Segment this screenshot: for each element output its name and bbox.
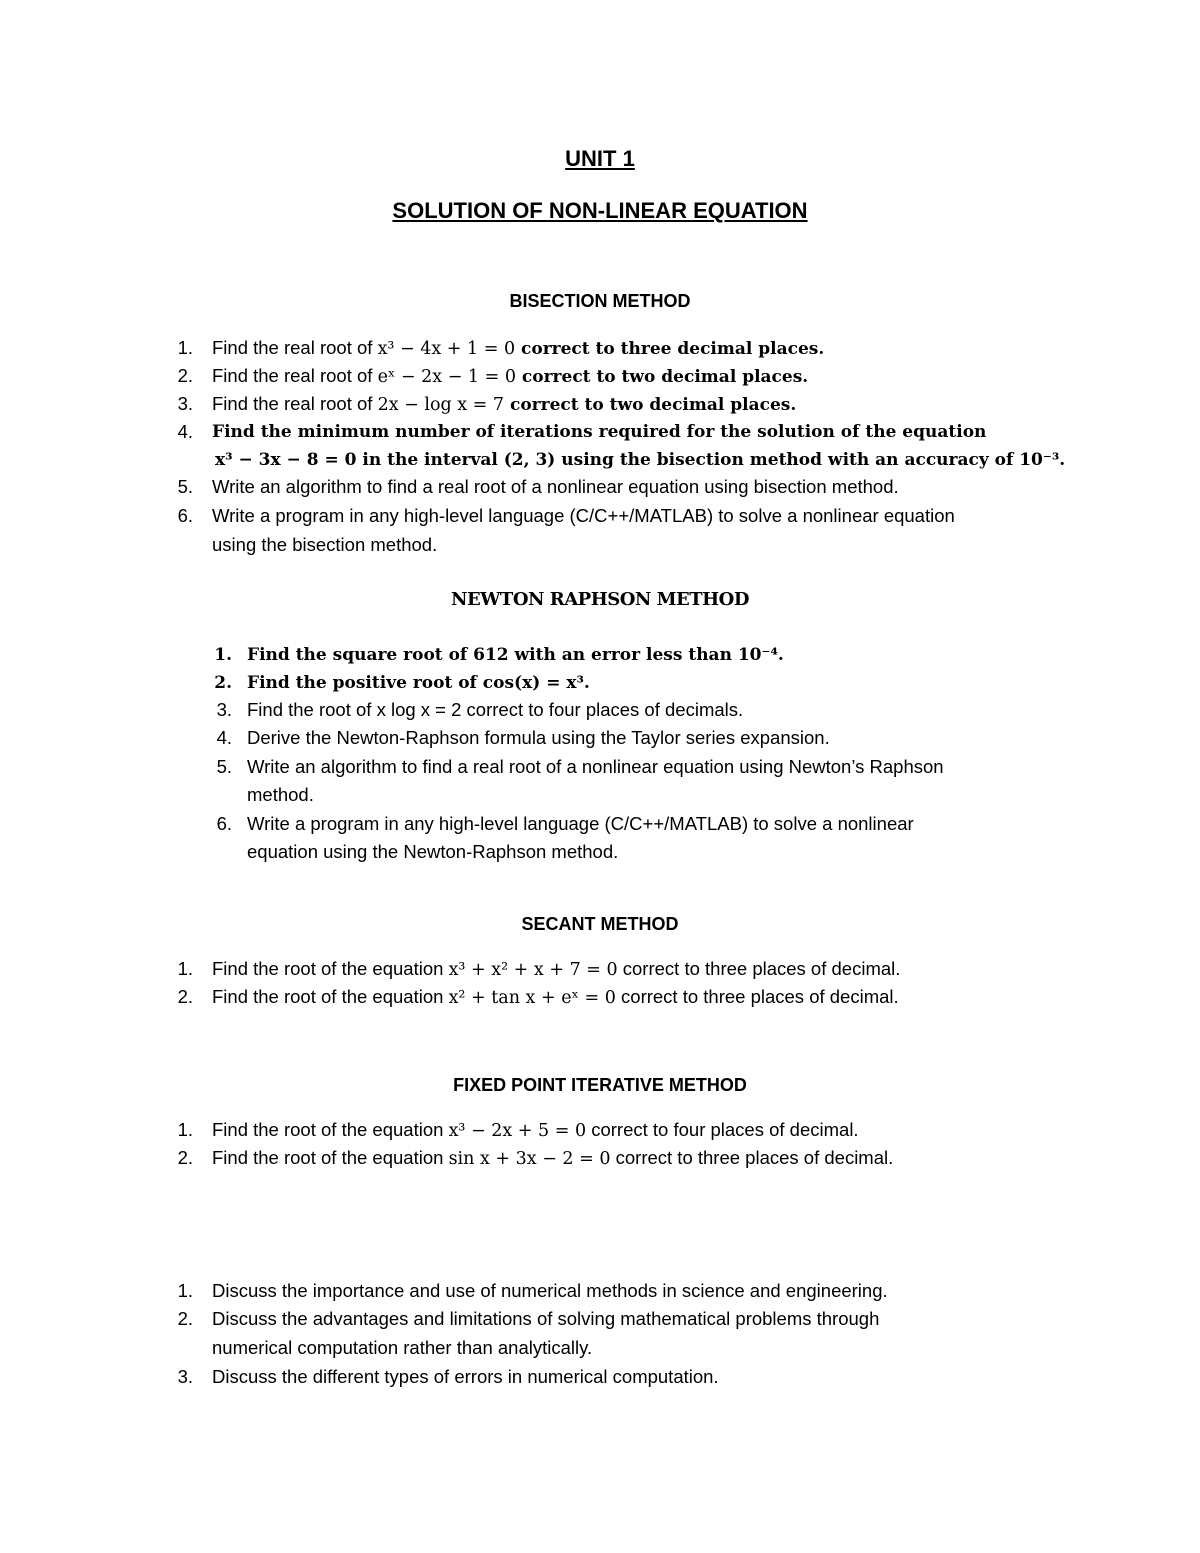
item-text: Find the root of the equation [212, 1119, 449, 1140]
item-number: 1. [177, 958, 193, 979]
item-number: 2. [214, 673, 232, 693]
fixed-point-heading: FIXED POINT ITERATIVE METHOD [453, 1075, 747, 1095]
item-text: x³ − 3x − 8 = 0 in the interval (2, 3) using the bisection method with an accuracy of 10⁻³. [215, 450, 1066, 470]
item-text: Find the real root of [212, 393, 378, 414]
item-text: equation using the Newton-Raphson method. [247, 841, 619, 862]
item-text: correct to three decimal places. [515, 339, 825, 359]
item-text: Discuss the importance and use of numerical methods in science and engineering. [212, 1280, 888, 1301]
main-title: SOLUTION OF NON-LINEAR EQUATION [392, 198, 808, 223]
item-number: 6. [216, 813, 232, 834]
item-text: Find the root of the equation [212, 958, 449, 979]
item-number: 4. [177, 421, 193, 442]
equation: x³ + x² + x + 7 = 0 [448, 960, 618, 980]
item-number: 4. [216, 727, 232, 748]
item-text: Find the real root of [212, 337, 378, 358]
item-text: Find the root of x log x = 2 correct to four places of decimals. [247, 699, 744, 720]
item-text: Discuss the advantages and limitations of solving mathematical problems through [212, 1308, 880, 1329]
item-text: Find the root of the equation [212, 1147, 449, 1168]
item-text: Write a program in any high-level language (C/C++/MATLAB) to solve a nonlinear equation [212, 505, 955, 526]
unit-title: UNIT 1 [565, 146, 635, 171]
equation: 2x − log x = 7 [377, 395, 505, 415]
equation: x³ − 4x + 1 = 0 [377, 339, 516, 359]
item-text: Find the root of the equation [212, 986, 449, 1007]
bisection-heading: BISECTION METHOD [509, 291, 691, 311]
item-text: Write a program in any high-level language (C/C++/MATLAB) to solve a nonlinear [247, 813, 914, 834]
item-number: 2. [177, 1308, 193, 1329]
item-number: 1. [177, 1280, 193, 1301]
item-number: 6. [177, 505, 193, 526]
item-text: using the bisection method. [212, 534, 438, 555]
item-number: 1. [177, 337, 193, 358]
equation: sin x + 3x − 2 = 0 [448, 1149, 611, 1169]
item-number: 2. [177, 1147, 193, 1168]
secant-heading: SECANT METHOD [521, 914, 679, 934]
newton-heading: NEWTON RAPHSON METHOD [451, 589, 749, 610]
item-text: correct to two decimal places. [515, 367, 809, 387]
item-number: 1. [214, 645, 232, 665]
item-text: Write an algorithm to find a real root of a nonlinear equation using bisection method. [212, 476, 899, 497]
item-number: 3. [177, 393, 193, 414]
item-number: 5. [177, 476, 193, 497]
equation: x³ − 2x + 5 = 0 [448, 1121, 587, 1141]
item-text: numerical computation rather than analytically. [212, 1337, 593, 1358]
item-text: correct to two decimal places. [504, 395, 797, 415]
equation: eˣ − 2x − 1 = 0 [377, 367, 516, 387]
item-text: method. [247, 784, 314, 805]
item-text: correct to three places of decimal. [610, 1147, 894, 1168]
item-number: 3. [216, 699, 232, 720]
item-text: correct to three places of decimal. [617, 958, 901, 979]
item-number: 2. [177, 986, 193, 1007]
item-number: 3. [177, 1366, 193, 1387]
item-text: Discuss the different types of errors in numerical computation. [212, 1366, 719, 1387]
item-text: correct to four places of decimal. [586, 1119, 859, 1140]
item-text: Find the positive root of cos(x) = x³. [247, 673, 590, 693]
item-number: 5. [216, 756, 232, 777]
item-text: Find the square root of 612 with an error less than 10⁻⁴. [247, 645, 784, 665]
item-text: correct to three places of decimal. [615, 986, 899, 1007]
item-number: 1. [177, 1119, 193, 1140]
item-text: Find the minimum number of iterations required for the solution of the equation [212, 422, 987, 442]
item-text: Find the real root of [212, 365, 378, 386]
item-text: Write an algorithm to find a real root of a nonlinear equation using Newton’s Raphson [247, 756, 944, 777]
item-number: 2. [177, 365, 193, 386]
equation: x² + tan x + eˣ = 0 [448, 988, 616, 1008]
item-text: Derive the Newton-Raphson formula using the Taylor series expansion. [247, 727, 830, 748]
